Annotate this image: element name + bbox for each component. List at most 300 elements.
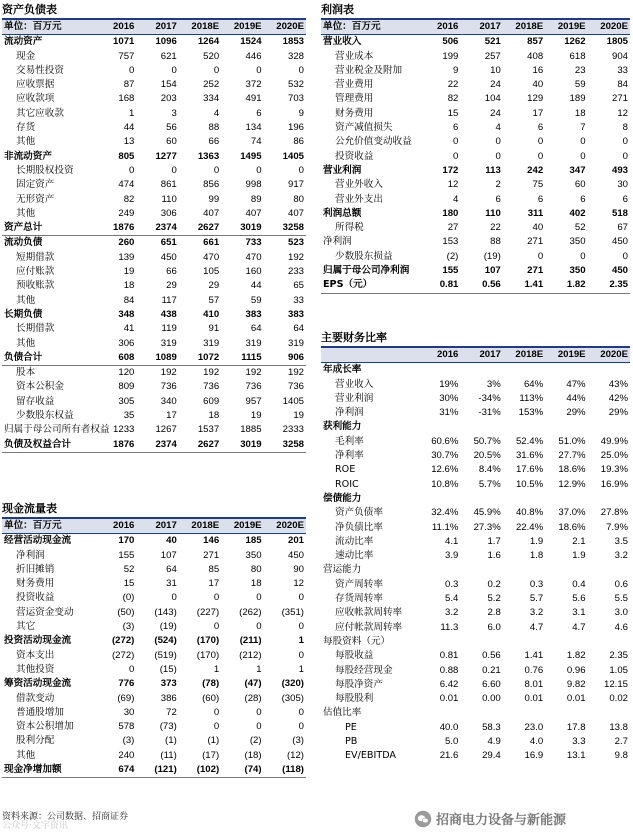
value-cell: 64 bbox=[250, 323, 262, 335]
value-cell bbox=[545, 635, 587, 649]
value-cell: 52 bbox=[574, 222, 586, 234]
cash-flow-title: 现金流量表 bbox=[2, 501, 306, 519]
table-row bbox=[2, 64, 306, 78]
value-cell: 35 bbox=[123, 410, 135, 422]
row-label: 应收帐款周转率 bbox=[335, 607, 403, 619]
value-cell: 4 bbox=[453, 193, 459, 205]
table-row bbox=[2, 308, 306, 322]
table-row bbox=[2, 380, 306, 394]
table-row bbox=[321, 621, 630, 635]
value-cell: 491 bbox=[245, 93, 262, 105]
row-label: ROIC bbox=[335, 478, 359, 490]
value-cell: 3.2 bbox=[614, 550, 628, 562]
value-cell: 1267 bbox=[155, 424, 177, 436]
table-row bbox=[2, 135, 306, 149]
row-label: 借款变动 bbox=[16, 692, 55, 704]
value-cell: 90 bbox=[293, 563, 304, 575]
header-year-cell: 2016 bbox=[418, 20, 460, 35]
value-cell: 8 bbox=[622, 122, 628, 134]
value-cell: 10.5% bbox=[515, 478, 544, 490]
value-cell: 857 bbox=[527, 36, 544, 48]
value-cell: 904 bbox=[611, 50, 628, 62]
value-cell bbox=[418, 363, 460, 378]
value-cell: 29 bbox=[208, 280, 220, 292]
value-cell: 0 bbox=[298, 592, 304, 604]
value-cell: 31.6% bbox=[515, 450, 544, 462]
table-row bbox=[2, 720, 306, 734]
value-cell: 2.35 bbox=[609, 650, 628, 662]
header-year-cell: 2018E bbox=[179, 20, 221, 35]
value-cell: 319 bbox=[203, 337, 220, 349]
value-cell: 6.42 bbox=[439, 678, 459, 690]
table-row bbox=[321, 107, 630, 121]
value-cell: 87 bbox=[123, 79, 135, 91]
value-cell: 1853 bbox=[282, 36, 304, 48]
value-cell: 450 bbox=[611, 236, 628, 248]
value-cell: 117 bbox=[161, 294, 177, 306]
value-cell: 0 bbox=[622, 250, 628, 262]
value-cell: 446 bbox=[245, 50, 262, 62]
value-cell: 703 bbox=[287, 93, 304, 105]
value-cell: 438 bbox=[160, 308, 177, 320]
row-label: 财务费用 bbox=[335, 107, 374, 119]
value-cell: 30 bbox=[123, 706, 135, 718]
value-cell: 861 bbox=[160, 179, 177, 191]
header-year-cell: 2016 bbox=[94, 20, 136, 35]
row-label: 营业利润 bbox=[335, 392, 374, 404]
value-cell: 170 bbox=[118, 535, 135, 547]
value-cell: 6 bbox=[256, 107, 262, 119]
value-cell: 107 bbox=[484, 265, 501, 277]
value-cell: 0.6 bbox=[614, 578, 628, 590]
value-cell: 129 bbox=[527, 93, 544, 105]
value-cell: 29% bbox=[566, 407, 586, 419]
value-cell: 2.35 bbox=[588, 278, 630, 293]
value-cell: 10 bbox=[490, 64, 501, 76]
value-cell: 757 bbox=[118, 50, 135, 62]
value-cell bbox=[503, 492, 545, 506]
value-cell bbox=[588, 363, 630, 378]
value-cell: 733 bbox=[245, 237, 262, 249]
value-cell: 242 bbox=[527, 164, 544, 176]
value-cell: 11.1% bbox=[431, 521, 459, 533]
value-cell: 0 bbox=[580, 136, 586, 148]
value-cell: 192 bbox=[287, 367, 304, 379]
balance-sheet-panel bbox=[2, 2, 306, 453]
row-label: 其它 bbox=[16, 621, 36, 633]
value-cell: 19 bbox=[250, 410, 262, 422]
row-label: 股利分配 bbox=[16, 735, 55, 747]
value-cell: 957 bbox=[245, 395, 262, 407]
value-cell: 146 bbox=[203, 535, 220, 547]
value-cell: 347 bbox=[569, 164, 586, 176]
row-label: 流动比率 bbox=[335, 535, 374, 547]
row-label: 应收款项 bbox=[16, 93, 55, 105]
value-cell: 9.82 bbox=[566, 678, 586, 690]
value-cell: 450 bbox=[287, 549, 304, 561]
table-row bbox=[2, 534, 306, 549]
value-cell: 110 bbox=[161, 193, 177, 205]
value-cell: 1089 bbox=[136, 351, 178, 366]
value-cell: 2627 bbox=[179, 438, 221, 453]
value-cell: 21.6 bbox=[439, 750, 459, 762]
value-cell: 37.0% bbox=[558, 507, 586, 519]
table-row bbox=[321, 35, 630, 50]
value-cell: 1405 bbox=[282, 395, 304, 407]
value-cell: 0 bbox=[256, 706, 262, 718]
value-cell: (69) bbox=[117, 692, 135, 704]
table-row bbox=[321, 121, 630, 135]
value-cell: 5.2 bbox=[487, 593, 501, 605]
value-cell: 0 bbox=[298, 621, 304, 633]
row-label: 营业收入 bbox=[335, 378, 374, 390]
value-cell: 82 bbox=[447, 93, 459, 105]
value-cell: 1 bbox=[298, 663, 304, 675]
value-cell: 120 bbox=[118, 367, 135, 379]
value-cell: 45.9% bbox=[473, 507, 501, 519]
value-cell: 18.6% bbox=[558, 521, 586, 533]
cash-flow-table bbox=[2, 519, 306, 778]
value-cell: 3.1 bbox=[572, 607, 586, 619]
value-cell: 450 bbox=[611, 265, 628, 277]
watermark-text: 公众号·文字资讯 bbox=[2, 821, 68, 831]
value-cell: 12.15 bbox=[603, 678, 628, 690]
value-cell: 24 bbox=[490, 79, 501, 91]
row-label: 公允价值变动收益 bbox=[335, 136, 412, 148]
value-cell: 1876 bbox=[94, 438, 136, 453]
value-cell: 736 bbox=[160, 381, 177, 393]
value-cell: 18 bbox=[208, 410, 220, 422]
value-cell: 196 bbox=[287, 122, 304, 134]
value-cell: 60.6% bbox=[431, 435, 459, 447]
value-cell: 0 bbox=[537, 250, 544, 262]
row-label: 固定资产 bbox=[16, 179, 55, 191]
table-row bbox=[321, 664, 630, 678]
value-cell bbox=[460, 563, 502, 577]
row-label: 净利润 bbox=[335, 407, 364, 419]
table-row bbox=[2, 620, 306, 634]
table-row bbox=[2, 78, 306, 92]
header-year-cell: 2017 bbox=[136, 20, 178, 35]
value-cell: 192 bbox=[203, 367, 220, 379]
value-cell: (0) bbox=[122, 592, 135, 604]
table-row bbox=[2, 207, 306, 221]
table-row bbox=[321, 606, 630, 620]
value-cell: 4.9 bbox=[487, 736, 501, 748]
header-year-cell: 2017 bbox=[460, 20, 502, 35]
value-cell: 25.0% bbox=[600, 450, 628, 462]
value-cell: 736 bbox=[245, 381, 262, 393]
value-cell: 11.3 bbox=[440, 621, 459, 633]
value-cell: 155 bbox=[442, 265, 459, 277]
financial-ratios-title: 主要财务比率 bbox=[321, 330, 630, 348]
value-cell: 4.7 bbox=[529, 621, 544, 633]
value-cell: 651 bbox=[160, 237, 177, 249]
header-year-cell: 2018E bbox=[179, 519, 221, 534]
value-cell: 3 bbox=[171, 107, 177, 119]
value-cell: 16.9 bbox=[524, 750, 544, 762]
table-row bbox=[2, 193, 306, 207]
value-cell: 493 bbox=[611, 164, 628, 176]
value-cell: 84 bbox=[617, 79, 628, 91]
table-row bbox=[321, 649, 630, 663]
value-cell: 1071 bbox=[113, 36, 135, 48]
value-cell: 319 bbox=[245, 337, 262, 349]
value-cell: 0.3 bbox=[445, 578, 459, 590]
value-cell: 5.7 bbox=[529, 593, 544, 605]
value-cell: 30.7% bbox=[431, 450, 459, 462]
value-cell: 33 bbox=[617, 64, 628, 76]
table-row bbox=[321, 749, 630, 763]
value-cell: (3) bbox=[122, 735, 135, 747]
value-cell: 809 bbox=[118, 381, 135, 393]
value-cell: 328 bbox=[287, 50, 304, 62]
value-cell: 1537 bbox=[197, 424, 220, 436]
value-cell: 1.8 bbox=[529, 550, 544, 562]
value-cell bbox=[545, 563, 587, 577]
row-label: 每股收益 bbox=[335, 650, 374, 662]
value-cell: 13 bbox=[123, 136, 135, 148]
value-cell: 372 bbox=[245, 79, 262, 91]
value-cell: 86 bbox=[293, 136, 304, 148]
value-cell bbox=[503, 363, 545, 378]
row-label: 负债合计 bbox=[2, 351, 94, 366]
table-row bbox=[2, 50, 306, 64]
value-cell: 1876 bbox=[94, 221, 136, 236]
row-label: 毛利率 bbox=[335, 435, 364, 447]
value-cell: 0.3 bbox=[529, 578, 544, 590]
value-cell: 306 bbox=[160, 207, 177, 219]
value-cell bbox=[545, 420, 587, 434]
table-row bbox=[2, 438, 306, 453]
value-cell: 6 bbox=[622, 193, 628, 205]
table-row bbox=[2, 763, 306, 778]
row-label: 营业外支出 bbox=[335, 193, 383, 205]
value-cell: 27.3% bbox=[473, 521, 501, 533]
value-cell: 407 bbox=[287, 207, 304, 219]
value-cell bbox=[545, 706, 587, 720]
row-label: 净利润 bbox=[16, 549, 45, 561]
table-row bbox=[2, 549, 306, 563]
value-cell: 0 bbox=[298, 164, 304, 176]
table-row bbox=[2, 366, 306, 381]
table-row bbox=[321, 692, 630, 706]
value-cell: (524) bbox=[154, 635, 177, 647]
header-year-cell: 2019E bbox=[221, 519, 263, 534]
value-cell: 99 bbox=[208, 193, 220, 205]
value-cell: 1495 bbox=[240, 150, 262, 162]
table-row bbox=[2, 663, 306, 677]
table-row bbox=[321, 135, 630, 149]
value-cell: 0.00 bbox=[482, 693, 501, 705]
value-cell: 3.0 bbox=[614, 607, 628, 619]
value-cell: (351) bbox=[281, 606, 304, 618]
value-cell: (170) bbox=[196, 635, 220, 647]
table-header-row bbox=[2, 519, 306, 534]
income-statement-table bbox=[321, 20, 630, 294]
value-cell: 305 bbox=[118, 395, 135, 407]
value-cell: 189 bbox=[569, 93, 586, 105]
value-cell: 29.4 bbox=[482, 750, 501, 762]
wechat-icon bbox=[414, 810, 432, 828]
row-label: 所得税 bbox=[335, 222, 364, 234]
row-label: 折旧摊销 bbox=[16, 563, 55, 575]
header-year-cell: 2017 bbox=[460, 348, 502, 363]
value-cell: 180 bbox=[442, 207, 459, 219]
value-cell: 3019 bbox=[221, 221, 263, 236]
row-label: 营业收入 bbox=[323, 36, 362, 48]
value-cell: 917 bbox=[287, 179, 304, 191]
value-cell: 0 bbox=[537, 136, 544, 148]
table-row bbox=[321, 463, 630, 477]
value-cell: 29 bbox=[166, 280, 177, 292]
value-cell bbox=[418, 420, 460, 434]
value-cell: 2627 bbox=[179, 221, 221, 236]
table-row bbox=[2, 734, 306, 748]
value-cell: 383 bbox=[245, 308, 262, 320]
value-cell: 350 bbox=[569, 265, 586, 277]
value-cell: 19 bbox=[123, 266, 135, 278]
table-row bbox=[2, 35, 306, 50]
value-cell: 0.81 bbox=[418, 278, 460, 293]
table-row bbox=[321, 378, 630, 392]
table-row bbox=[2, 692, 306, 706]
value-cell: 0.02 bbox=[609, 693, 628, 705]
value-cell: 153% bbox=[518, 407, 544, 419]
table-row bbox=[321, 706, 630, 720]
value-cell bbox=[418, 563, 460, 577]
value-cell: 906 bbox=[264, 351, 306, 366]
row-label: 流动资产 bbox=[4, 36, 43, 48]
table-row bbox=[2, 251, 306, 265]
value-cell: 104 bbox=[484, 93, 501, 105]
row-label: PE bbox=[345, 721, 357, 733]
value-cell: 40.8% bbox=[515, 507, 544, 519]
value-cell: 0.01 bbox=[439, 693, 459, 705]
header-year-cell: 2018E bbox=[503, 348, 545, 363]
value-cell: 27.7% bbox=[558, 450, 586, 462]
table-row bbox=[321, 678, 630, 692]
value-cell: 201 bbox=[287, 535, 304, 547]
value-cell: 153 bbox=[442, 236, 459, 248]
value-cell: 60 bbox=[574, 179, 586, 191]
row-label: 股本 bbox=[16, 367, 36, 379]
value-cell: 0 bbox=[213, 64, 220, 76]
table-row bbox=[321, 592, 630, 606]
value-cell bbox=[503, 563, 545, 577]
value-cell: 6.0 bbox=[487, 621, 501, 633]
table-row bbox=[321, 178, 630, 192]
value-cell: 12.9% bbox=[558, 478, 586, 490]
value-cell: 0 bbox=[213, 621, 220, 633]
value-cell: 5.4 bbox=[445, 593, 459, 605]
value-cell: (47) bbox=[244, 678, 262, 690]
value-cell: 59 bbox=[574, 79, 586, 91]
table-row bbox=[321, 578, 630, 592]
value-cell: 203 bbox=[160, 93, 177, 105]
value-cell: (60) bbox=[202, 692, 220, 704]
value-cell: 4.0 bbox=[529, 736, 544, 748]
value-cell: 7.9% bbox=[606, 521, 628, 533]
financial-ratios-panel bbox=[321, 330, 630, 764]
table-row bbox=[321, 392, 630, 406]
value-cell: 44 bbox=[250, 280, 262, 292]
brand-name: 招商电力设备与新能源 bbox=[436, 813, 567, 828]
value-cell: 1.9 bbox=[529, 535, 544, 547]
value-cell: 1 bbox=[129, 107, 135, 119]
value-cell: 20.5% bbox=[473, 450, 501, 462]
value-cell: 661 bbox=[203, 237, 220, 249]
value-cell: 3% bbox=[486, 378, 501, 390]
value-cell: 1.82 bbox=[545, 278, 587, 293]
value-cell: (15) bbox=[159, 663, 177, 675]
table-row bbox=[2, 92, 306, 106]
value-cell: 2374 bbox=[136, 221, 178, 236]
value-cell: (78) bbox=[202, 678, 220, 690]
value-cell bbox=[460, 363, 502, 378]
value-cell: 66 bbox=[166, 266, 177, 278]
value-cell: 32.4% bbox=[431, 507, 459, 519]
value-cell: 12 bbox=[447, 179, 459, 191]
value-cell: 199 bbox=[442, 50, 459, 62]
value-cell: 1885 bbox=[240, 424, 262, 436]
value-cell: 0 bbox=[129, 164, 135, 176]
value-cell: 474 bbox=[118, 179, 135, 191]
value-cell: (1) bbox=[165, 735, 177, 747]
balance-sheet-table bbox=[2, 20, 306, 453]
table-row bbox=[2, 337, 306, 351]
value-cell: 105 bbox=[203, 266, 220, 278]
value-cell: 5.6 bbox=[572, 593, 586, 605]
value-cell: 18.6% bbox=[558, 464, 586, 476]
table-row bbox=[2, 606, 306, 620]
value-cell: 1233 bbox=[113, 424, 135, 436]
row-label: 投资活动现金流 bbox=[4, 635, 72, 647]
value-cell: 0 bbox=[213, 164, 220, 176]
value-cell: 3.3 bbox=[572, 736, 586, 748]
value-cell: 6.60 bbox=[482, 678, 501, 690]
value-cell: (272) bbox=[111, 649, 135, 661]
value-cell: 27 bbox=[447, 222, 459, 234]
value-cell: 0 bbox=[495, 150, 501, 162]
value-cell: 44% bbox=[566, 392, 586, 404]
header-year-cell: 2016 bbox=[94, 519, 136, 534]
table-row bbox=[2, 178, 306, 192]
value-cell: 19.3% bbox=[600, 464, 628, 476]
table-row bbox=[321, 78, 630, 92]
value-cell: 1.7 bbox=[487, 535, 501, 547]
value-cell: 155 bbox=[118, 549, 135, 561]
value-cell bbox=[418, 706, 460, 720]
table-header-row bbox=[321, 348, 630, 363]
value-cell: 139 bbox=[118, 251, 135, 263]
value-cell: 13.8 bbox=[609, 721, 628, 733]
table-row bbox=[321, 150, 630, 164]
value-cell: (212) bbox=[239, 649, 262, 661]
table-row bbox=[2, 677, 306, 691]
header-year-cell: 2017 bbox=[136, 519, 178, 534]
row-label: 流动负债 bbox=[4, 237, 43, 249]
header-unit-cell: 单位：百万元 bbox=[2, 20, 94, 35]
value-cell: 22 bbox=[490, 222, 501, 234]
header-year-cell: 2019E bbox=[221, 20, 263, 35]
value-cell: 1264 bbox=[197, 36, 220, 48]
value-cell: (262) bbox=[239, 606, 262, 618]
value-cell bbox=[418, 635, 460, 649]
row-label: 资产周转率 bbox=[335, 578, 383, 590]
row-label: 应收票据 bbox=[16, 79, 55, 91]
table-row bbox=[321, 363, 630, 378]
